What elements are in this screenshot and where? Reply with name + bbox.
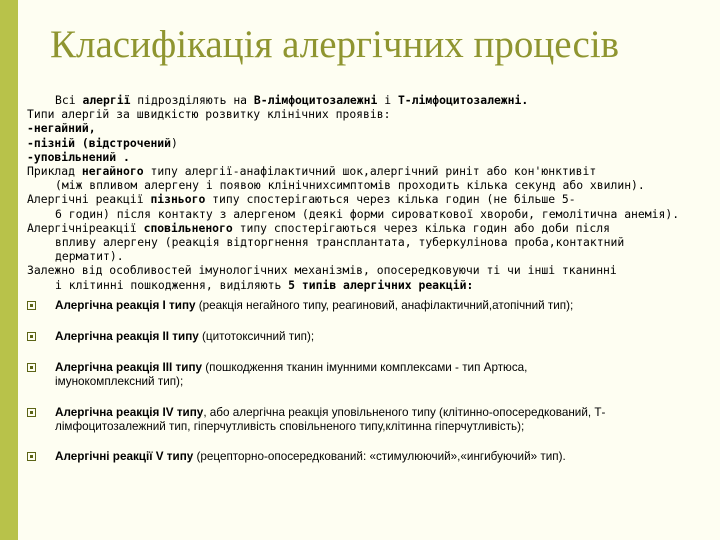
bold-text-run: Алергічна реакція III типу <box>55 361 203 374</box>
text-run: (пошкодження тканин імунними комплексами - тип Артюса, імунокомплексний тип); <box>55 361 528 389</box>
text-run: Алергічні реакції <box>27 192 151 207</box>
text-run: і <box>377 93 398 107</box>
list-item-text <box>55 361 575 389</box>
intro-line-2: Типи алергій за швидкістю розвитку клінічних проявів: <box>27 107 391 122</box>
text-run: (рецепторно-опосередкований: «стимулюючий»,«ингибуючий» тип). <box>193 450 566 463</box>
square-bullet-icon <box>27 363 36 372</box>
text-run: типу спостерігаються через кілька годин (не більше 5- <box>205 192 576 207</box>
list-item <box>27 450 713 464</box>
bold-text-run: В-лімфоцитозалежні <box>253 93 378 107</box>
text-run: типу алергії-анафілактичний шок,алергічний риніт або кон'юнктивіт <box>143 164 597 179</box>
intro-line-11: впливу алергену (реакція відторгнення трансплантата, туберкулінова проба,контактний <box>55 235 625 250</box>
list-item-text <box>55 406 715 434</box>
text-run: підрозділяють на <box>130 93 254 107</box>
intro-line-6 <box>27 164 713 178</box>
bold-text-run: пізнього <box>150 192 206 207</box>
slide-title: Класифікація алергічних процесів <box>50 23 620 66</box>
intro-line-8 <box>27 192 713 206</box>
intro-line-5 <box>27 150 713 164</box>
bold-text-run: Алергічна реакція II типу <box>55 330 199 343</box>
intro-line-10 <box>27 221 713 235</box>
text-run: (реакція негайного типу, реагиновий, анафілактичний,атопічний тип); <box>195 299 574 312</box>
intro-line-7: (між впливом алергену і появою клінічнихсимптомів проходить кілька секунд або хвилин). <box>55 178 645 193</box>
intro-line-4 <box>27 136 713 150</box>
bold-text-run: алергії <box>82 93 131 107</box>
text-run: типу спостерігаються через кілька годин або доби після <box>232 220 610 235</box>
list-item <box>27 299 713 313</box>
text-run: (цитотоксичний тип); <box>198 330 315 343</box>
intro-line-1 <box>27 93 713 107</box>
bold-text-run: негайного <box>81 164 144 179</box>
text-run: , або алергічна реакція уповільненого типу (клітинно-опосередкований, Т-лімфоцитозалежний тип, гіперчутливість сповільненого типу,клітинна гіперчутливість); <box>55 406 606 434</box>
type-immediate: -негайний, <box>27 121 96 136</box>
list-item-text <box>55 299 713 313</box>
bold-text-run: сповільненого <box>143 220 233 235</box>
bold-text-run: Алергічна реакція I типу <box>55 299 196 312</box>
intro-line-9: 6 годин) після контакту з алергеном (деякі форми сироваткової хвороби, гемолітична анемія). <box>55 206 680 221</box>
list-item <box>27 330 713 344</box>
bold-text-run: 5 типів алергічних реакцій: <box>288 277 474 292</box>
text-run: і клітинні пошкодження, виділяють <box>55 277 289 292</box>
square-bullet-icon <box>27 408 36 417</box>
text-run: ) <box>171 135 178 150</box>
bold-text-run: -пізній (відстрочений <box>27 135 172 150</box>
bold-text-run: Алергічна реакція IV типу <box>55 406 204 419</box>
text-run: Всі <box>55 93 83 107</box>
text-run: Приклад <box>27 164 82 179</box>
list-item-text <box>55 450 713 464</box>
intro-line-14 <box>27 278 713 292</box>
text-run: Алергічніреакції <box>27 220 144 235</box>
type-slowed: -уповільнений . <box>27 149 130 164</box>
square-bullet-icon <box>27 452 36 461</box>
square-bullet-icon <box>27 332 36 341</box>
square-bullet-icon <box>27 301 36 310</box>
intro-line-12: дерматит). <box>55 249 124 264</box>
intro-text <box>27 93 713 292</box>
list-item-text <box>55 330 713 344</box>
list-item <box>27 406 713 434</box>
intro-line-3 <box>27 121 713 135</box>
left-accent-bar <box>0 0 18 540</box>
bold-text-run: Алергічні реакції V типу <box>55 450 194 463</box>
intro-line-13: Залежно від особливостей імунологічних механізмів, опосередковуючи ті чи інші тканинні <box>27 263 617 278</box>
bold-text-run: Т-лімфоцитозалежні. <box>397 93 529 107</box>
list-item <box>27 361 713 389</box>
